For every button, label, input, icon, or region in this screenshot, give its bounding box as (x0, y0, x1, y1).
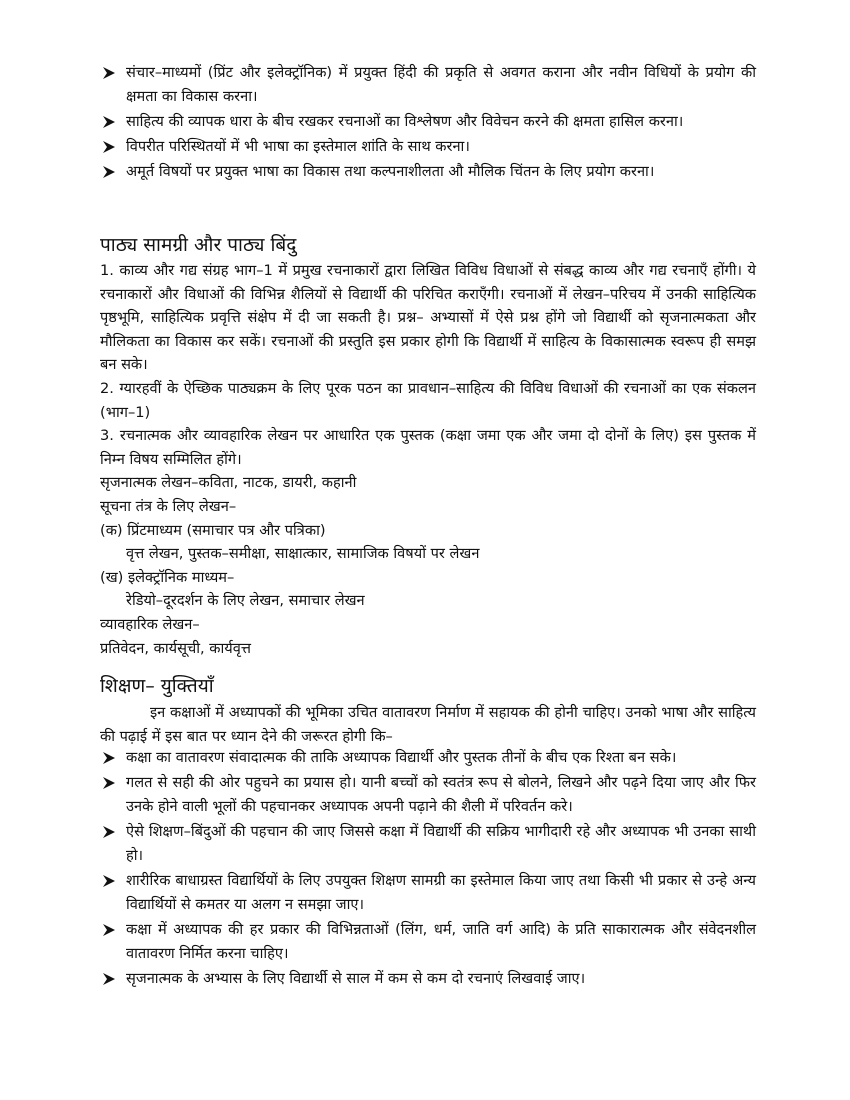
creative-writing-line: सृजनात्मक लेखन–कविता, नाटक, डायरी, कहानी (100, 474, 357, 492)
arrow-bullet-icon (101, 746, 117, 770)
practical-writing-items: प्रतिवेदन, कार्यसूची, कार्यवृत्त (100, 639, 251, 657)
section-heading-teaching: शिक्षण– युक्तियाँ (100, 675, 214, 697)
arrow-bullet-icon (101, 135, 117, 159)
list-item (0, 820, 756, 868)
bullet-text: अमूर्त विषयों पर प्रयुक्त भाषा का विकास तथा कल्पनाशीलता औ मौलिक चिंतन के लिए प्रयोग करना। (126, 163, 655, 180)
teaching-list (0, 746, 850, 991)
print-media-line: (क) प्रिंटमाध्यम (समाचार पत्र और पत्रिका) (100, 521, 326, 539)
list-item (0, 61, 756, 109)
objectives-list (0, 61, 850, 184)
arrow-bullet-icon (101, 61, 117, 85)
arrow-bullet-icon (101, 967, 117, 991)
arrow-bullet-icon (101, 820, 117, 844)
arrow-bullet-icon (101, 771, 117, 795)
arrow-bullet-icon (101, 869, 117, 893)
list-item (0, 746, 756, 770)
section-heading-content: पाठ्य सामग्री और पाठ्य बिंदु (100, 234, 297, 256)
arrow-bullet-icon (101, 160, 117, 184)
bullet-text: संचार–माध्यमों (प्रिंट और इलेक्ट्रॉनिक) में प्रयुक्त हिंदी की प्रकृति से अवगत कराना और नवीन विधियों के प्रयोग की क्षमता का विकास करना। (126, 64, 756, 105)
bullet-text: साहित्य की व्यापक धारा के बीच रखकर रचनाओं का विश्लेषण और विवेचन करने की क्षमता हासिल करना। (126, 113, 684, 130)
arrow-bullet-icon (101, 110, 117, 134)
list-item (0, 918, 756, 966)
list-item (0, 967, 756, 991)
content-body (100, 259, 756, 660)
point-2: 2. ग्यारहवीं के ऐच्छिक पाठ्यक्रम के लिए पूरक पठन का प्रावधान–साहित्य की विविध विधाओं की रचनाओं का एक संकलन (भाग–1) (100, 379, 756, 421)
bullet-text: गलत से सही की ओर पहुचने का प्रयास हो। यानी बच्चों को स्वतंत्र रूप से बोलने, लिखने और पढ़ने दिया जाए और फिर उनके होने वाली भूलों की पहचानकर अध्यापक अपनी पढ़ाने की शैली में परिवर्तन करे। (126, 774, 756, 815)
bullet-text: ऐसे शिक्षण–बिंदुओं की पहचान की जाए जिससे कक्षा में विद्यार्थी की सक्रिय भागीदारी रहे और अध्यापक भी उनका साथी हो। (126, 823, 756, 864)
list-item (0, 771, 756, 819)
bullet-text: कक्षा में अध्यापक की हर प्रकार की विभिन्नताओं (लिंग, धर्म, जाति वर्ग आदि) के प्रति साकारात्मक और संवेदनशील वातावरण निर्मित करना चाहिए। (126, 921, 756, 962)
intro-paragraph: इन कक्षाओं में अध्यापकों की भूमिका उचित वातावरण निर्माण में सहायक की होनी चाहिए। उनको भाषा और साहित्य की पढ़ाई में इस बात पर ध्यान देने की जरूरत होगी कि– (100, 704, 756, 745)
list-item (0, 135, 756, 159)
practical-writing-line: व्यावहारिक लेखन– (100, 615, 200, 633)
electronic-media-items: रेडियो–दूरदर्शन के लिए लेखन, समाचार लेखन (126, 592, 365, 610)
bullet-text: सृजनात्मक के अभ्यास के लिए विद्यार्थी से साल में कम से कम दो रचनाएं लिखवाई जाए। (126, 970, 586, 987)
list-item (0, 160, 756, 184)
point-1: 1. काव्य और गद्य संग्रह भाग–1 में प्रमुख रचनाकारों द्वारा लिखित विविध विधाओं से संबद्ध काव्य और गद्य रचनाएँ होंगी। ये रचनाकारों और विधाओं की विभिन्न शैलियों से विद्यार्थी की परिचित कराएँगी। रचनाओं में लेखन–परिचय में उनकी साहित्यिक पृष्ठभूमि, साहित्यिक प्रवृत्ति संक्षेप में दी जा सकती है। प्रश्न– अभ्यासों में ऐसे प्रश्न होंगे जो विद्यार्थी को सृजनात्मकता और मौलिकता का विकास कर सकें। रचनाओं की प्रस्तुति इस प्रकार होगी कि विद्यार्थी में साहित्य के विकासात्मक स्वरूप ही समझ बन सके। (100, 262, 756, 374)
info-writing-line: सूचना तंत्र के लिए लेखन– (100, 497, 237, 515)
bullet-text: शारीरिक बाधाग्रस्त विद्यार्थियों के लिए उपयुक्त शिक्षण सामग्री का इस्तेमाल किया जाए तथा किसी भी प्रकार से उन्हे अन्य विद्यार्थियों से कमतर या अलग न समझा जाए। (126, 872, 756, 913)
bullet-text: कक्षा का वातावरण संवादात्मक की ताकि अध्यापक विद्यार्थी और पुस्तक तीनों के बीच एक रिश्ता बन सके। (126, 749, 677, 766)
list-item (0, 110, 756, 134)
bullet-text: विपरीत परिस्थितयों में भी भाषा का इस्तेमाल शांति के साथ करना। (126, 138, 470, 155)
list-item (0, 869, 756, 917)
print-media-items: वृत्त लेखन, पुस्तक–समीक्षा, साक्षात्कार, सामाजिक विषयों पर लेखन (126, 545, 480, 563)
point-3: 3. रचनात्मक और व्यावहारिक लेखन पर आधारित एक पुस्तक (कक्षा जमा एक और जमा दो दोनों के लिए) इस पुस्तक में निम्न विषय सम्मिलित होंगे। (100, 427, 756, 468)
teaching-intro (100, 701, 756, 748)
arrow-bullet-icon (101, 918, 117, 942)
electronic-media-line: (ख) इलेक्ट्रॉनिक माध्यम– (100, 568, 235, 586)
